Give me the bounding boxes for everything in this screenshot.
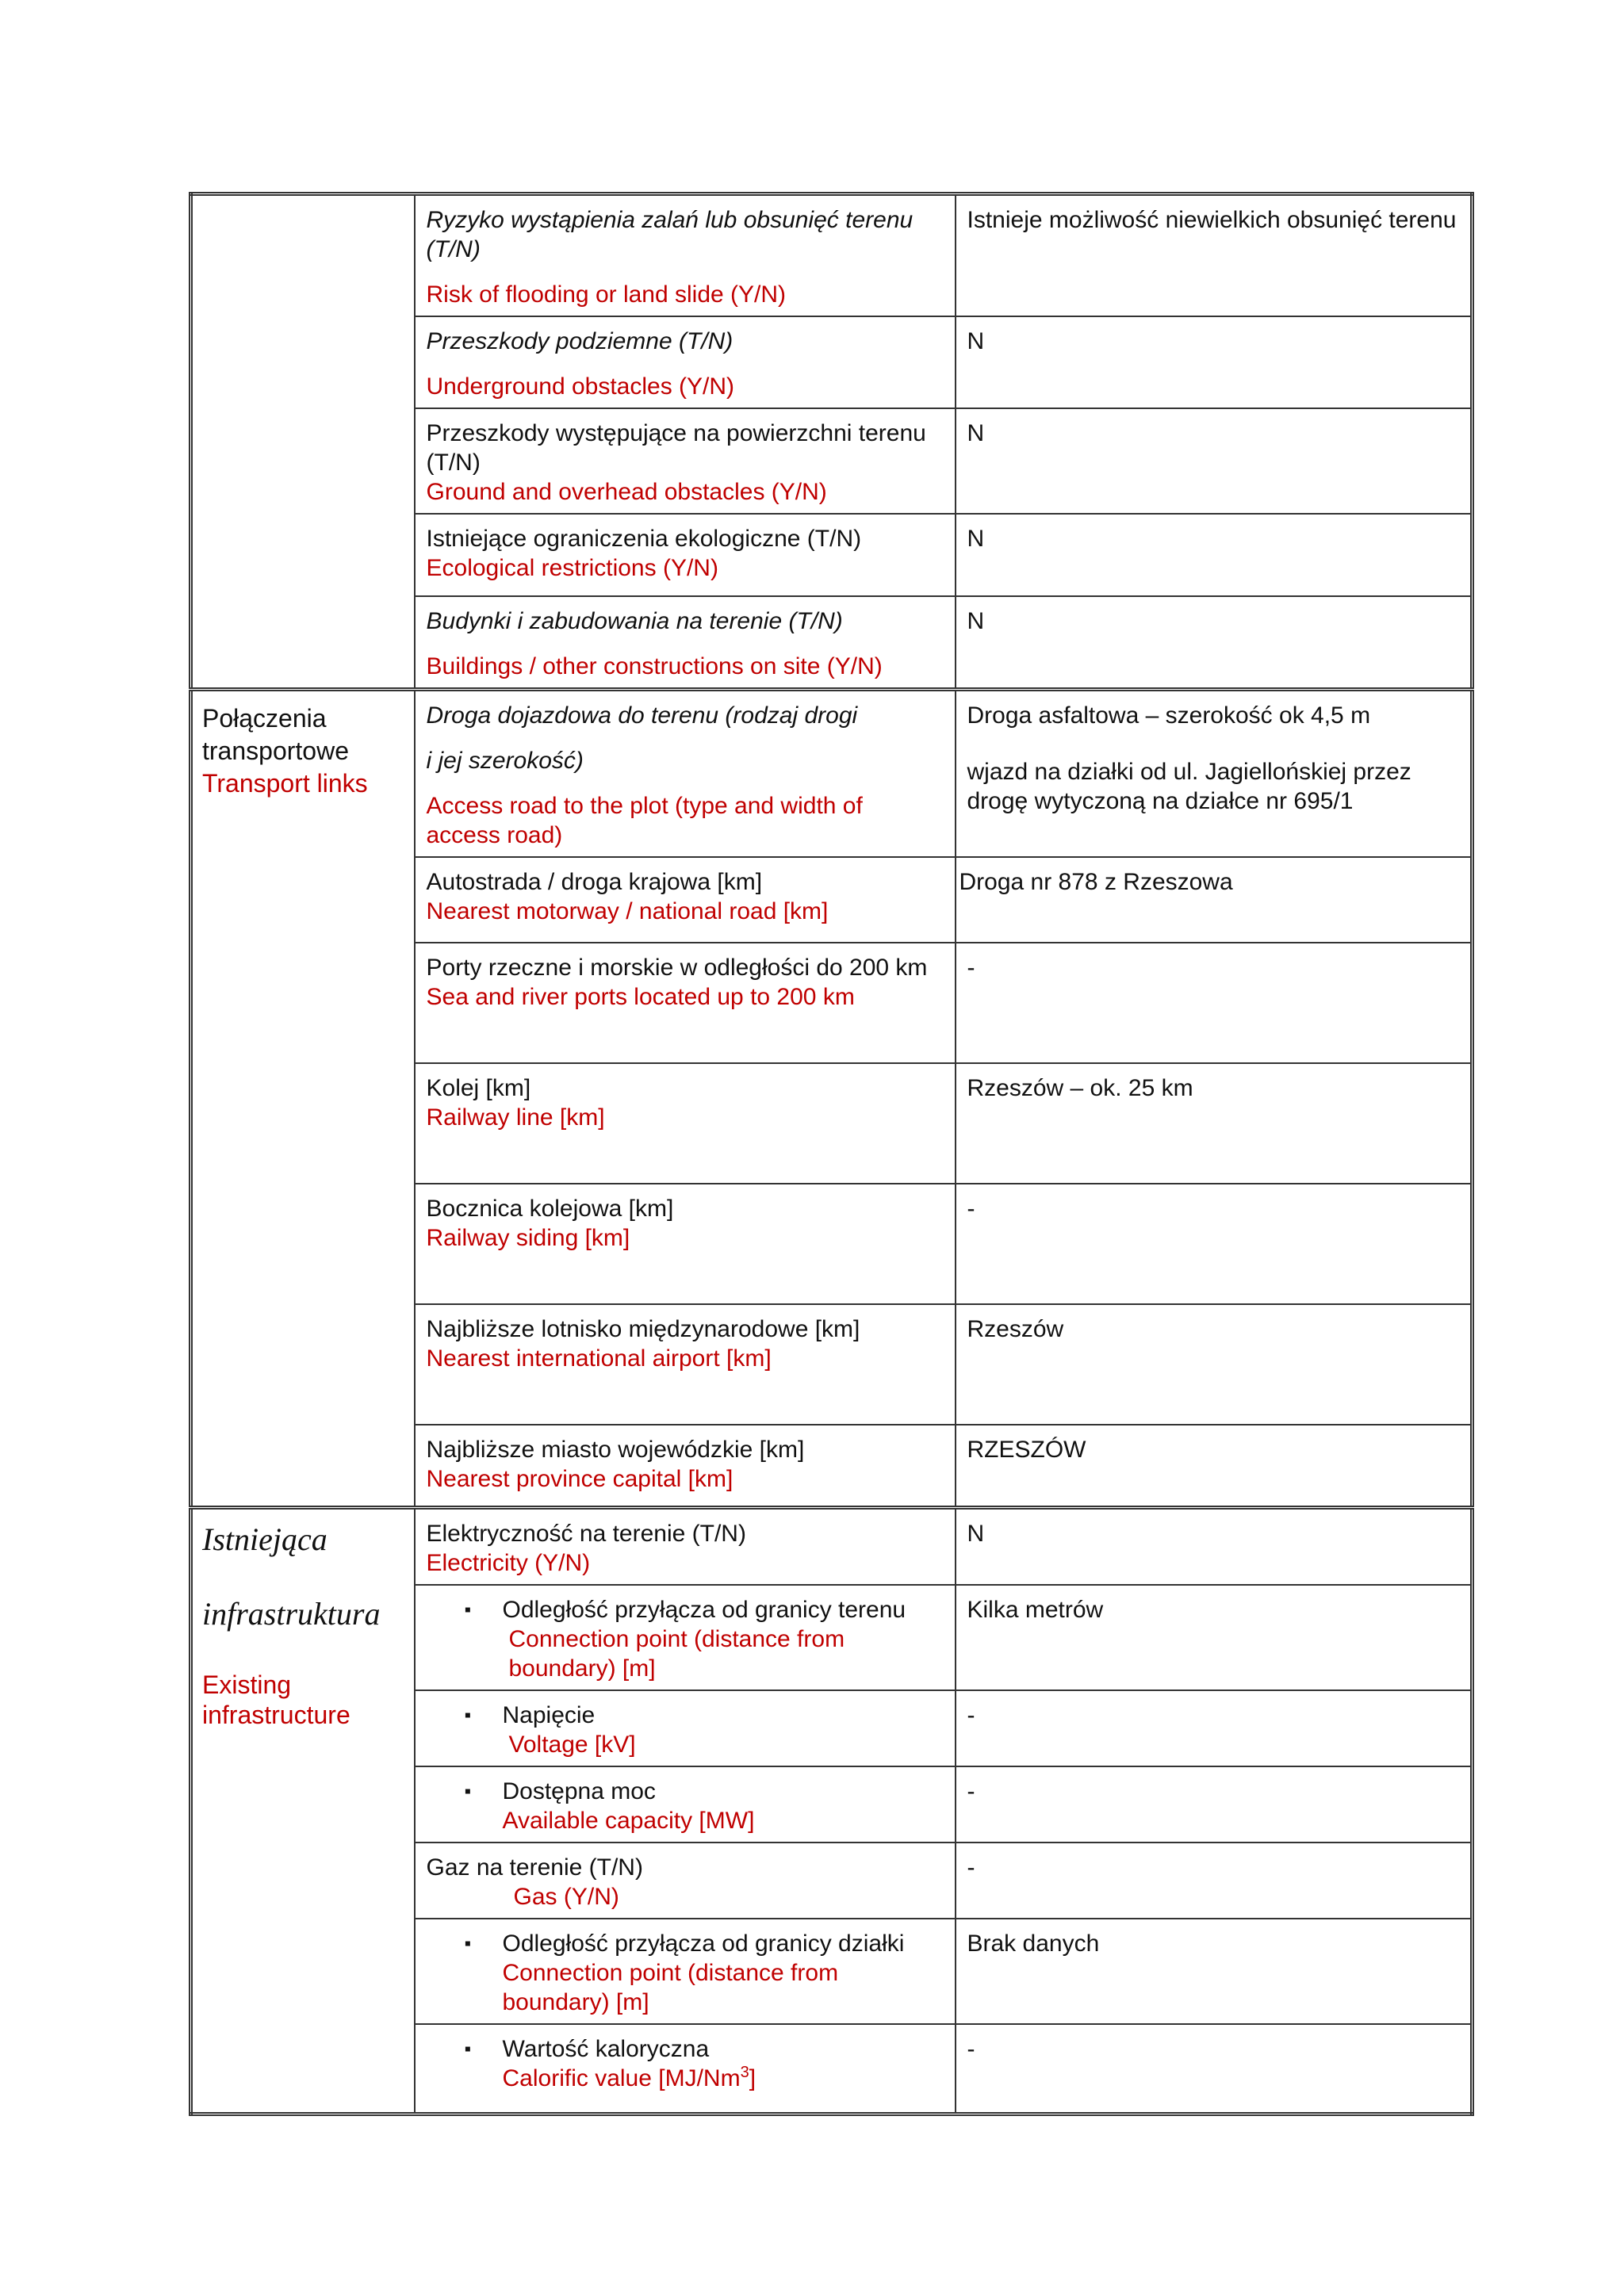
bullet-icon: ▪ xyxy=(464,1704,472,1726)
criterion-cell xyxy=(415,194,956,317)
criterion-cell xyxy=(415,1585,956,1690)
criterion-en: Risk of flooding or land slide (Y/N) xyxy=(426,281,787,308)
criterion-cell xyxy=(415,596,956,690)
criterion-cell xyxy=(415,1184,956,1304)
section-title-pl: Istniejąca xyxy=(202,1521,327,1557)
unit-suffix: ] xyxy=(749,2064,756,2091)
value-cell xyxy=(956,1425,1473,1507)
value-cell xyxy=(956,2024,1473,2114)
section-infrastructure-cell xyxy=(191,1507,415,2114)
value-cell xyxy=(956,690,1473,858)
value-cell xyxy=(956,1063,1473,1184)
criterion-cell xyxy=(415,316,956,408)
unit-prefix: Calorific value [MJ/Nm xyxy=(502,2064,741,2091)
criterion-cell xyxy=(415,1425,956,1507)
value-cell xyxy=(956,408,1473,514)
value-cell xyxy=(956,1184,1473,1304)
value-text: Droga nr 878 z Rzeszowa xyxy=(959,869,1233,895)
criterion-pl: Elektryczność na terenie (T/N) xyxy=(426,1520,746,1547)
value-text: - xyxy=(967,1854,975,1881)
criterion-en: Buildings / other constructions on site (Y/N) xyxy=(426,653,883,679)
criterion-en: Underground obstacles (Y/N) xyxy=(426,373,735,400)
value-cell xyxy=(956,596,1473,690)
site-information-table xyxy=(189,192,1474,2116)
criterion-pl: Odległość przyłącza od granicy działki xyxy=(502,1930,905,1957)
value-text: - xyxy=(967,1701,975,1728)
criterion-pl: Gaz na terenie (T/N) xyxy=(426,1854,643,1881)
section-title-pl: Połączenia transportowe xyxy=(202,704,349,765)
criterion-pl: Ryzyko wystąpienia zalań lub obsunięć terenu (T/N) xyxy=(426,207,914,262)
criterion-en: Sea and river ports located up to 200 km xyxy=(426,984,855,1010)
criterion-pl: Najbliższe miasto wojewódzkie [km] xyxy=(426,1437,805,1463)
value-cell xyxy=(956,514,1473,596)
criterion-pl: Bocznica kolejowa [km] xyxy=(426,1196,674,1222)
criterion-en: Access road to the plot (type and width of access road) xyxy=(426,793,863,848)
value-text: Kilka metrów xyxy=(967,1596,1104,1623)
criterion-pl: i jej szerokość) xyxy=(426,748,584,774)
section-title-pl: infrastruktura xyxy=(202,1595,381,1632)
criterion-pl: Istniejące ograniczenia ekologiczne (T/N) xyxy=(426,526,862,552)
value-cell xyxy=(956,1766,1473,1843)
criterion-cell xyxy=(415,2024,956,2114)
criterion-cell xyxy=(415,514,956,596)
criterion-en: Gas (Y/N) xyxy=(513,1883,619,1910)
value-text: - xyxy=(967,2035,975,2062)
section-title-en: Existing infrastructure xyxy=(202,1670,350,1729)
value-text: N xyxy=(967,1520,985,1547)
criterion-cell xyxy=(415,1063,956,1184)
criterion-cell xyxy=(415,1843,956,1919)
criterion-pl: Budynki i zabudowania na terenie (T/N) xyxy=(426,608,843,634)
value-text: - xyxy=(967,1196,975,1222)
criterion-pl: Droga dojazdowa do terenu (rodzaj drogi xyxy=(426,702,858,729)
value-text: Istnieje możliwość niewielkich obsunięć terenu xyxy=(967,207,1457,233)
criterion-cell xyxy=(415,1304,956,1425)
criterion-pl: Napięcie xyxy=(502,1701,596,1728)
table-row xyxy=(191,690,1473,858)
criterion-cell xyxy=(415,943,956,1063)
value-cell xyxy=(956,857,1473,943)
criterion-en: Voltage [kV] xyxy=(508,1731,636,1758)
criterion-pl: Przeszkody występujące na powierzchni terenu (T/N) xyxy=(426,420,926,476)
unit-superscript: 3 xyxy=(740,2063,749,2081)
value-text: wjazd na działki od ul. Jagiellońskiej przez drogę wytyczoną na działce nr 695/1 xyxy=(967,759,1411,814)
criterion-cell xyxy=(415,1690,956,1766)
value-text: N xyxy=(967,608,985,634)
criterion-pl: Najbliższe lotnisko międzynarodowe [km] xyxy=(426,1316,860,1342)
criterion-en: Ecological restrictions (Y/N) xyxy=(426,555,718,581)
value-cell xyxy=(956,1507,1473,1585)
criterion-en: Nearest province capital [km] xyxy=(426,1466,733,1492)
criterion-pl: Porty rzeczne i morskie w odległości do 200 km xyxy=(426,955,928,981)
criterion-pl: Przeszkody podziemne (T/N) xyxy=(426,328,733,354)
table-row xyxy=(191,1507,1473,1585)
value-cell xyxy=(956,194,1473,317)
value-text: RZESZÓW xyxy=(967,1437,1086,1463)
table-row xyxy=(191,194,1473,317)
value-cell xyxy=(956,1690,1473,1766)
section-title-en: Transport links xyxy=(202,769,368,798)
criterion-pl: Odległość przyłącza od granicy terenu xyxy=(502,1596,906,1623)
value-cell xyxy=(956,316,1473,408)
criterion-en: Electricity (Y/N) xyxy=(426,1549,591,1576)
criterion-en: Available capacity [MW] xyxy=(502,1807,755,1834)
criterion-cell xyxy=(415,857,956,943)
value-cell xyxy=(956,1585,1473,1690)
criterion-pl: Wartość kaloryczna xyxy=(502,2035,710,2062)
value-text: N xyxy=(967,526,985,552)
criterion-en: Ground and overhead obstacles (Y/N) xyxy=(426,479,827,505)
empty-section-cell xyxy=(191,194,415,690)
criterion-pl: Kolej [km] xyxy=(426,1075,531,1101)
bullet-icon: ▪ xyxy=(464,1932,472,1954)
bullet-icon: ▪ xyxy=(464,1780,472,1802)
value-text: Droga asfaltowa – szerokość ok 4,5 m xyxy=(967,702,1371,729)
criterion-pl: Dostępna moc xyxy=(502,1777,656,1804)
criterion-en: Railway line [km] xyxy=(426,1104,605,1131)
criterion-cell xyxy=(415,408,956,514)
value-text: - xyxy=(967,1777,975,1804)
bullet-icon: ▪ xyxy=(464,1598,472,1621)
criterion-en: Nearest international airport [km] xyxy=(426,1345,772,1372)
criterion-pl: Autostrada / droga krajowa [km] xyxy=(426,869,763,895)
value-text: Brak danych xyxy=(967,1930,1100,1957)
criterion-cell xyxy=(415,1919,956,2024)
section-transport-cell xyxy=(191,690,415,1508)
value-text: Rzeszów xyxy=(967,1316,1064,1342)
value-cell xyxy=(956,1843,1473,1919)
value-text: Rzeszów – ok. 25 km xyxy=(967,1075,1193,1101)
criterion-en xyxy=(503,2064,944,2093)
criterion-cell xyxy=(415,1766,956,1843)
criterion-en: Nearest motorway / national road [km] xyxy=(426,898,829,924)
value-text: N xyxy=(967,328,985,354)
value-text: N xyxy=(967,420,985,446)
criterion-cell xyxy=(415,690,956,858)
criterion-en: Connection point (distance from boundary) [m] xyxy=(502,1959,839,2015)
value-text: - xyxy=(967,955,975,981)
value-cell xyxy=(956,943,1473,1063)
value-cell xyxy=(956,1919,1473,2024)
criterion-en: Connection point (distance from boundary) [m] xyxy=(508,1625,845,1682)
criterion-cell xyxy=(415,1507,956,1585)
criterion-en: Railway siding [km] xyxy=(426,1225,630,1251)
value-cell xyxy=(956,1304,1473,1425)
bullet-icon: ▪ xyxy=(464,2038,472,2060)
